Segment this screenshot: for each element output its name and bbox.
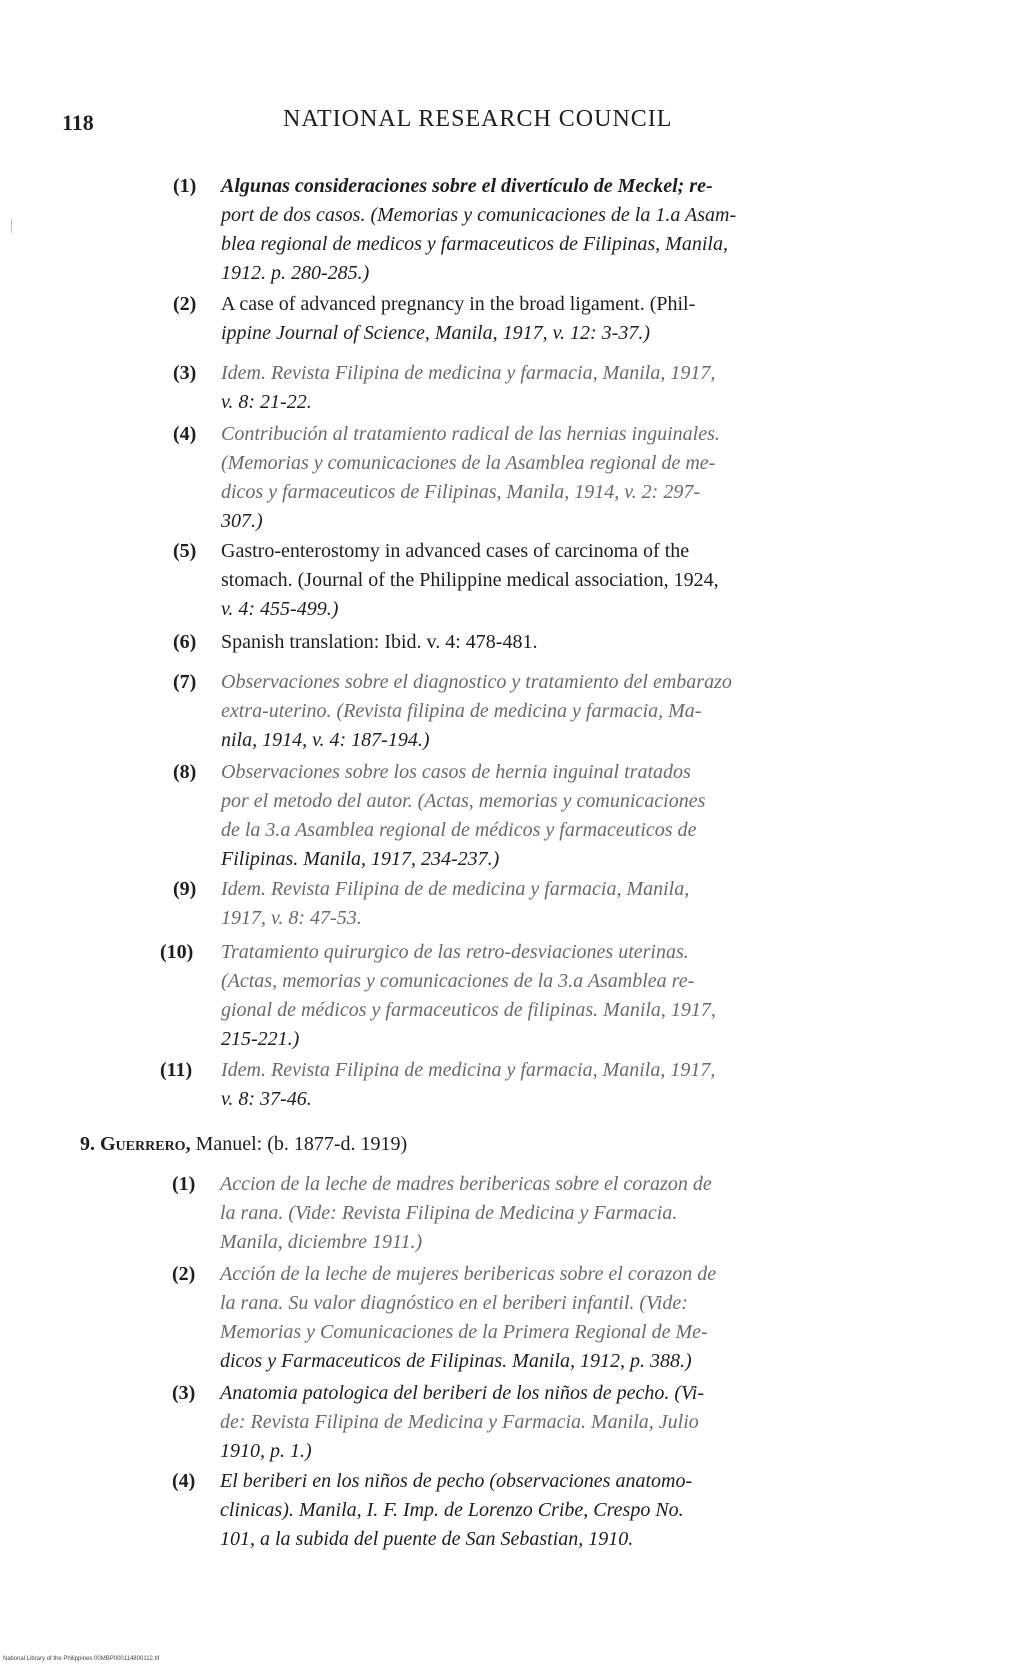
entry-line: clinicas). Manila, I. F. Imp. de Lorenzo Cribe, Crespo No. [220,1499,684,1521]
margin-mark [11,219,12,233]
entry-line: la rana. Su valor diagnóstico en el beriberi infantil. (Vide: [220,1292,688,1314]
entry-line: Manila, diciembre 1911.) [220,1231,423,1253]
entry-line: (Actas, memorias y comunicaciones de la 3.a Asamblea re- [221,970,695,992]
entry-line: Observaciones sobre los casos de hernia inguinal tratados [221,761,691,783]
entry-line: Contribución al tratamiento radical de las hernias inguinales. [221,423,720,445]
author-index: 9. [80,1133,95,1155]
running-head: NATIONAL RESEARCH COUNCIL [283,106,673,132]
entry-line: por el metodo del autor. (Actas, memorias y comunicaciones [221,790,706,812]
entry-line: Filipinas. Manila, 1917, 234-237.) [221,848,500,870]
entry-line: Tratamiento quirurgico de las retro-desviaciones uterinas. [221,941,689,963]
entry-number: (7) [173,671,197,693]
entry-line: la rana. (Vide: Revista Filipina de Medicina y Farmacia. [220,1202,678,1224]
entry-line: v. 4: 455-499.) [221,598,339,620]
entry-number: (1) [172,1173,196,1195]
entry-line: Gastro-enterostomy in advanced cases of carcinoma of the [221,540,690,562]
entry-line: dicos y Farmaceuticos de Filipinas. Manila, 1912, p. 388.) [220,1350,692,1372]
page-number: 118 [62,110,94,135]
entry-line: Memorias y Comunicaciones de la Primera Regional de Me- [220,1321,708,1343]
entry-line: stomach. (Journal of the Philippine medical association, 1924, [221,569,719,591]
author-details: Manuel: (b. 1877-d. 1919) [190,1133,408,1155]
entry-line: de la 3.a Asamblea regional de médicos y farmaceuticos de [221,819,697,841]
entry-number: (10) [160,941,194,963]
scan-footer: National Library of the Philippines 00MBP000114800112.tif [3,1656,160,1662]
entry-line: 1917, v. 8: 47-53. [221,907,362,929]
entry-line: port de dos casos. (Memorias y comunicaciones de la 1.a Asam- [221,204,737,226]
entry-number: (5) [173,540,197,562]
entry-line: 307.) [221,510,263,532]
entry-line: Spanish translation: Ibid. v. 4: 478-481. [221,631,538,653]
entry-line: gional de médicos y farmaceuticos de filipinas. Manila, 1917, [221,999,716,1021]
entry-line: dicos y farmaceuticos de Filipinas, Manila, 1914, v. 2: 297- [221,481,700,503]
entry-number: (6) [173,631,197,653]
entry-line: de: Revista Filipina de Medicina y Farmacia. Manila, Julio [220,1411,699,1433]
entry-line: Idem. Revista Filipina de medicina y farmacia, Manila, 1917, [221,362,716,384]
entry-line: 215-221.) [221,1028,300,1050]
entry-line: nila, 1914, v. 4: 187-194.) [221,729,430,751]
entry-line: A case of advanced pregnancy in the broad ligament. (Phil- [221,293,696,315]
entry-line: extra-uterino. (Revista filipina de medicina y farmacia, Ma- [221,700,702,722]
entry-line: Acción de la leche de mujeres beribericas sobre el corazon de [220,1263,717,1285]
entry-line: Anatomia patologica del beriberi de los niños de pecho. (Vi- [220,1382,704,1404]
author-heading [80,1133,407,1156]
entry-line: Idem. Revista Filipina de medicina y farmacia, Manila, 1917, [221,1059,716,1081]
entry-number: (9) [173,878,197,900]
entry-line: v. 8: 37-46. [221,1088,312,1110]
entry-line: 101, a la subida del puente de San Sebastian, 1910. [220,1528,634,1550]
entry-line: ippine Journal of Science, Manila, 1917, v. 12: 3-37.) [221,322,650,344]
entry-line: Accion de la leche de madres beribericas sobre el corazon de [220,1173,712,1195]
entry-number: (2) [173,293,197,315]
entry-number: (11) [160,1059,193,1081]
entry-number: (3) [172,1382,196,1404]
entry-number: (3) [173,362,197,384]
entry-number: (4) [172,1470,196,1492]
entry-line: blea regional de medicos y farmaceuticos de Filipinas, Manila, [221,233,728,255]
entry-line: 1910, p. 1.) [220,1440,312,1462]
entry-number: (8) [173,761,197,783]
entry-line: v. 8: 21-22. [221,391,312,413]
entry-line: Observaciones sobre el diagnostico y tratamiento del embarazo [221,671,732,693]
entry-line: Algunas consideraciones sobre el divertículo de Meckel; re- [221,175,713,197]
entry-line: 1912. p. 280-285.) [221,262,370,284]
entry-line: (Memorias y comunicaciones de la Asamblea regional de me- [221,452,716,474]
entry-number: (2) [172,1263,196,1285]
author-surname: Guerrero, [100,1133,191,1155]
entry-line: El beriberi en los niños de pecho (observaciones anatomo- [220,1470,693,1492]
entry-line: Idem. Revista Filipina de de medicina y farmacia, Manila, [221,878,690,900]
entry-number: (4) [173,423,197,445]
entry-number: (1) [173,175,197,197]
